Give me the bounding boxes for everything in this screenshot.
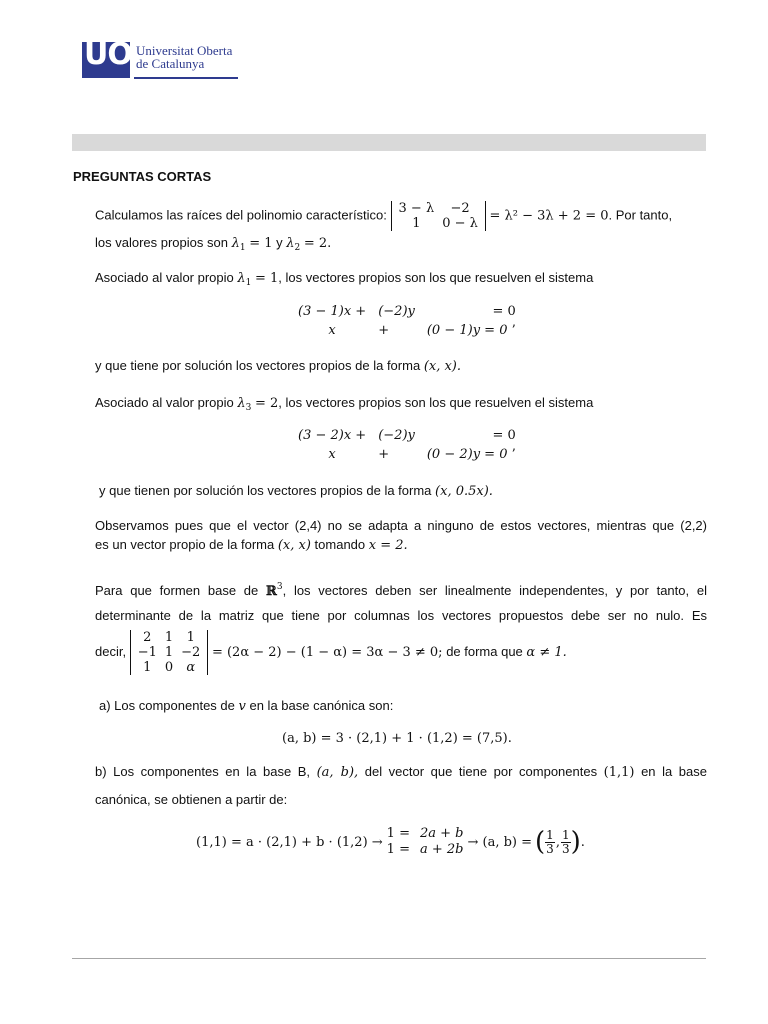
uoc-logo-letters: UOC [84, 37, 153, 72]
sys2-comma: ’ [511, 447, 516, 462]
pa-text-b: en la base canónica son: [249, 698, 394, 713]
open-paren: ( [535, 827, 546, 857]
p7-line3-b: de forma que [446, 643, 523, 659]
p5-text: y que tienen por solución los vectores propios de la forma [99, 483, 432, 498]
pb-end: . [580, 834, 585, 850]
lambda-2-sub: 2 [294, 243, 301, 253]
paragraph-observation-line2 [95, 533, 707, 557]
paragraph-eigenvalue-1 [95, 266, 707, 295]
det-cell: −2 [450, 201, 470, 216]
p2-text-b: , los vectores propios son los que resuelven el sistema [278, 270, 594, 285]
paragraph-solution-1 [95, 354, 707, 378]
part-b-line2: canónica, se obtienen a partir de: [95, 792, 288, 807]
p6-line2-b: tomando [314, 537, 366, 552]
p2-text-a: Asociado al valor propio [95, 270, 234, 285]
frac1-num: 1 [546, 827, 554, 842]
det3-cell: 1 [143, 660, 152, 675]
p4-eq: = 2 [254, 396, 279, 411]
p7-line1-b: , los vectores deben ser linealmente independentes, y por tanto, el [282, 583, 707, 598]
p7-determinant [130, 630, 209, 675]
equation-system-2 [292, 426, 522, 464]
sys1-row2-eq: (0 − 1)y = 0 [426, 323, 508, 338]
p4-text-b: , los vectores propios son los que resuelven el sistema [278, 395, 594, 410]
eq-2: = 2. [303, 236, 332, 251]
uoc-logo-name [136, 44, 232, 70]
fraction-2 [561, 829, 571, 856]
header-banner [72, 134, 706, 151]
p7-line1-a: Para que formen base de [95, 583, 259, 598]
pb-line1-c: en la base [641, 764, 707, 779]
sys1-cell: x [328, 323, 336, 338]
det-cell: 0 − λ [442, 216, 478, 231]
p6-xeq: x = 2. [368, 538, 408, 553]
logo-line-2: de Catalunya [136, 56, 205, 71]
pb-sys-cell: 1 = [386, 842, 410, 857]
det3-cell: −2 [181, 645, 201, 660]
section-heading: PREGUNTAS CORTAS [73, 169, 212, 184]
paragraph-basis-line2: determinante de la matriz que tiene por columnas los vectores propuestos debe ser no nulo. Es [95, 608, 707, 623]
sys2-cell: = 0 [492, 428, 516, 443]
paragraph-characteristic-polynomial [95, 201, 707, 231]
sys1-cell [421, 321, 522, 340]
det3-cell: 2 [143, 630, 152, 645]
det3-cell: 1 [164, 630, 174, 645]
p2-eq: = 1 [254, 271, 279, 286]
p1-determinant [391, 201, 486, 231]
pb-comp: (1,1) [603, 765, 635, 780]
pa-v: v [238, 699, 246, 714]
p7-line3-a: decir, [95, 643, 127, 659]
det3-cell: −1 [137, 645, 157, 660]
pb-line1-a: b) Los componentes en la base B, [95, 764, 311, 779]
footer-rule [72, 958, 706, 959]
paragraph-observation-line1: Observamos pues que el vector (2,4) no se adapta a ninguno de estos vectores, mientras que (2,2) [95, 518, 707, 533]
logo-underline [134, 77, 238, 79]
p5-form: (x, 0.5x). [435, 484, 493, 499]
det3-cell: 0 [164, 660, 174, 675]
part-a-equation: (a, b) = 3 · (2,1) + 1 · (1,2) = (7,5). [282, 731, 512, 746]
det3-cell: 1 [164, 645, 174, 660]
paragraph-basis-line1 [95, 576, 707, 603]
p4-text-a: Asociado al valor propio [95, 395, 234, 410]
pb-sys-cell: 1 = [386, 826, 410, 841]
pb-ab: (a, b), [316, 765, 359, 780]
frac-comma: , [555, 834, 560, 850]
fraction-1 [545, 829, 555, 856]
lambda-1-sub: 1 [239, 243, 246, 253]
lambda-2: λ [286, 236, 295, 251]
p1-text-a: Calculamos las raíces del polinomio característico: [95, 207, 387, 223]
pb-line1-b: del vector que tiene por componentes [364, 764, 598, 779]
pb-system [387, 826, 464, 858]
p1-text-b: . Por tanto, [608, 207, 673, 223]
sys2-row2-eq: (0 − 2)y = 0 [426, 447, 508, 462]
frac2-den: 3 [561, 841, 570, 856]
p2-lambda: λ [237, 271, 246, 286]
p3-form: (x, x). [423, 359, 462, 374]
part-b-line1 [95, 760, 707, 784]
paragraph-eigenvalues [95, 231, 707, 260]
frac2-num: 1 [561, 827, 570, 842]
pb-eq-mid: → (a, b) = [467, 834, 533, 850]
sys2-cell: + [378, 447, 390, 462]
r3-sup: 3 [276, 582, 283, 592]
p1-line2-a: los valores propios son [95, 235, 228, 250]
lambda-1: λ [231, 236, 240, 251]
sys1-cell: (3 − 1)x + [298, 304, 367, 319]
r3-symbol: ℝ [266, 584, 277, 599]
det3-cell: 1 [186, 630, 195, 645]
sys1-comma: ’ [511, 323, 516, 338]
sys2-cell [421, 445, 522, 464]
sys2-cell: (−2)y [378, 428, 415, 443]
det-cell: 3 − λ [398, 201, 435, 216]
part-a-intro [99, 694, 711, 718]
logo-line-1: Universitat Oberta [136, 43, 233, 58]
sys1-cell: + [378, 323, 390, 338]
p7-eq: = (2α − 2) − (1 − α) = 3α − 3 ≠ 0; [211, 644, 443, 660]
sys1-cell: = 0 [492, 304, 516, 319]
y-word: y [276, 235, 283, 250]
sys2-cell: (3 − 2)x + [298, 428, 367, 443]
pa-text-a: a) Los componentes de [99, 698, 235, 713]
p7-cond: α ≠ 1. [526, 644, 567, 660]
sys2-cell: x [328, 447, 336, 462]
pb-eq-left: (1,1) = a · (2,1) + b · (1,2) → [196, 834, 383, 850]
frac1-den: 3 [546, 841, 554, 856]
close-paren: ) [570, 827, 581, 857]
p4-lambda: λ [237, 396, 246, 411]
paragraph-solution-2 [99, 479, 711, 503]
part-b-equation [196, 822, 585, 862]
p1-equation: = λ² − 3λ + 2 = 0 [489, 208, 609, 224]
paragraph-eigenvalue-2 [95, 391, 707, 420]
det-cell: 1 [412, 216, 421, 231]
det3-cell: α [186, 660, 196, 675]
pb-sys-cell: 2a + b [419, 826, 464, 841]
p2-lambda-sub: 1 [245, 278, 252, 288]
p3-text: y que tiene por solución los vectores propios de la forma [95, 358, 421, 373]
eq-1: = 1 [249, 236, 273, 251]
sys1-cell: (−2)y [378, 304, 415, 319]
p4-lambda-sub: 3 [245, 403, 252, 413]
pb-sys-cell: a + 2b [419, 842, 464, 857]
paragraph-basis-line3 [95, 630, 707, 675]
equation-system-1 [292, 302, 522, 340]
p6-form: (x, x) [277, 538, 311, 553]
p6-line2-a: es un vector propio de la forma [95, 537, 275, 552]
